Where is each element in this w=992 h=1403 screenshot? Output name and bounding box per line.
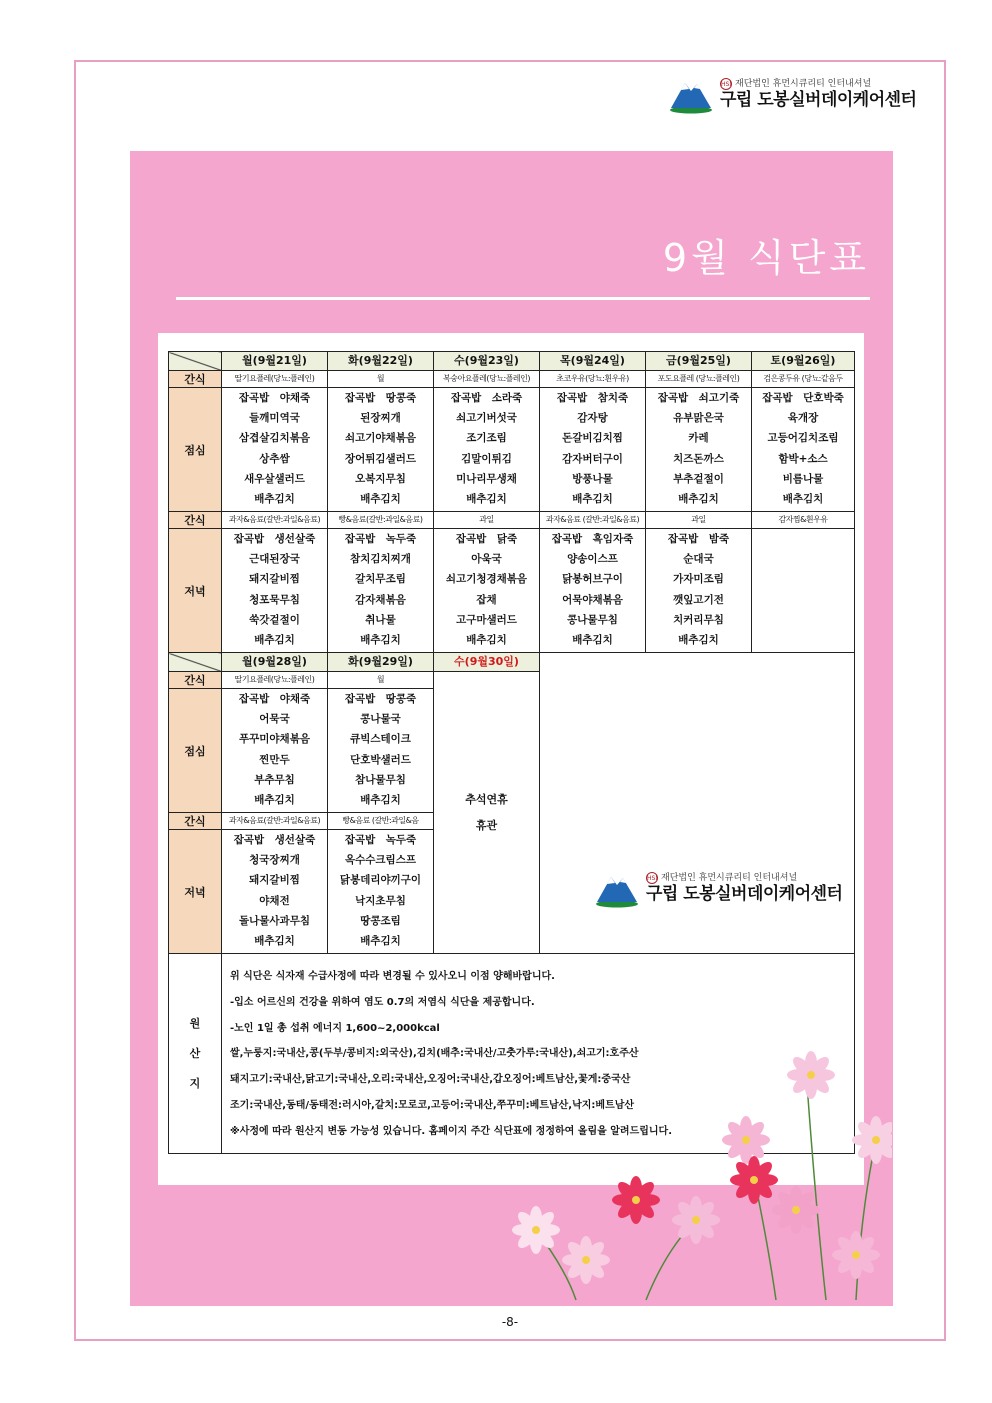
menu-line: 유부맑은국 bbox=[673, 412, 724, 425]
menu-line: 근대된장국 bbox=[249, 553, 300, 566]
menu-line: 함박+소스 bbox=[778, 452, 828, 465]
menu-line: 배추김치 bbox=[466, 493, 507, 506]
menu-line: 갈치무조림 bbox=[355, 573, 406, 586]
page-title: 9월 식단표 bbox=[662, 236, 870, 280]
day-header: 월(9월21일) bbox=[222, 352, 328, 371]
meal-cell bbox=[646, 388, 752, 512]
menu-line: 땅콩조림 bbox=[360, 914, 401, 927]
title-divider bbox=[176, 297, 870, 300]
menu-line: 잡곡밥 땅콩죽 bbox=[344, 693, 417, 705]
week1-dinner-row bbox=[169, 529, 855, 653]
org-logo-watermark bbox=[594, 868, 842, 908]
menu-line: 잡곡밥 녹두죽 bbox=[344, 834, 417, 846]
snack-cell: 딸기요플레(당뇨:플레인) bbox=[222, 371, 328, 388]
day-header: 토(9월26일) bbox=[752, 352, 855, 371]
snack-cell: 감자찜&흰우유 bbox=[752, 512, 855, 529]
menu-line: 어묵국 bbox=[259, 713, 290, 726]
menu-line: 쌀,누룽지:국내산,콩(두부/콩비지:외국산),김치(배추:국내산/고춧가루:국내산),쇠고기:호주산 bbox=[230, 1048, 639, 1060]
meal-cell bbox=[222, 689, 328, 813]
snack-cell: 과자&음료(갈반:과일&음료) bbox=[222, 512, 328, 529]
menu-line: 치즈돈까스 bbox=[673, 452, 724, 465]
menu-line: 가자미조림 bbox=[673, 573, 724, 586]
menu-line: 닭봉허브구이 bbox=[562, 573, 623, 586]
meal-cell bbox=[752, 388, 855, 512]
row-label-snack: 간식 bbox=[169, 371, 222, 388]
day-header: 목(9월24일) bbox=[540, 352, 646, 371]
menu-line: 조기:국내산,동태/동태전:러시아,갈치:모로코,고등어:국내산,쭈꾸미:베트남산,낙지:베트남산 bbox=[230, 1099, 635, 1111]
menu-line: 배추김치 bbox=[782, 493, 824, 506]
menu-line: 방풍나물 bbox=[572, 472, 613, 485]
row-label-origin bbox=[169, 954, 222, 1154]
snack-cell: 검은콩두유 (당뇨:같음두 bbox=[752, 371, 855, 388]
menu-line: 들깨미역국 bbox=[249, 412, 300, 425]
meal-cell bbox=[540, 529, 646, 653]
menu-line: 취나물 bbox=[365, 613, 396, 626]
snack-cell: 딸기요플레(당뇨:플레인) bbox=[222, 672, 328, 689]
menu-line: 된장찌개 bbox=[360, 412, 401, 425]
page-number: -8- bbox=[501, 1315, 519, 1329]
menu-line: 참나물무침 bbox=[355, 773, 406, 786]
menu-line: 옥수수크림스프 bbox=[344, 854, 416, 867]
meal-cell bbox=[540, 388, 646, 512]
menu-line: 잡곡밥 녹두죽 bbox=[344, 533, 417, 545]
snack-cell: 빵&음료(갈반:과일&음료) bbox=[328, 512, 434, 529]
menu-line: 상추쌈 bbox=[259, 452, 290, 465]
menu-line: 잡곡밥 야채죽 bbox=[238, 693, 311, 705]
menu-line: 쇠고기청경채볶음 bbox=[445, 573, 528, 586]
menu-line: 고구마샐러드 bbox=[456, 613, 517, 626]
row-label-lunch: 점심 bbox=[169, 689, 222, 813]
cosmos-flowers-decoration bbox=[496, 1030, 892, 1306]
meal-cell bbox=[434, 388, 540, 512]
menu-line: 참치김치찌개 bbox=[350, 553, 411, 566]
menu-line: 깻잎고기전 bbox=[673, 593, 724, 606]
empty-logo-area bbox=[540, 653, 855, 954]
day-header: 금(9월25일) bbox=[646, 352, 752, 371]
menu-line: 잡곡밥 쇠고기죽 bbox=[657, 392, 740, 404]
menu-line: 찐만두 bbox=[259, 753, 290, 766]
menu-line: 감자버터구이 bbox=[562, 452, 623, 465]
menu-line: 청포묵무침 bbox=[249, 593, 300, 606]
holiday-text: 휴관 bbox=[475, 818, 498, 832]
menu-line: 육개장 bbox=[787, 412, 819, 425]
row-label-snack: 간식 bbox=[169, 512, 222, 529]
meal-cell bbox=[328, 388, 434, 512]
row-label-lunch: 점심 bbox=[169, 388, 222, 512]
snack-cell: 과자&음료 (갈반:과일&음료) bbox=[540, 512, 646, 529]
menu-line: 배추김치 bbox=[466, 634, 507, 647]
org-subtitle: 재단법인 휴먼시큐리티 인터내셔널 bbox=[735, 78, 872, 89]
hsi-badge: HSI bbox=[646, 872, 658, 884]
week1-header-row bbox=[169, 352, 855, 371]
menu-line: 잡채 bbox=[476, 593, 497, 606]
menu-line: 양송이스프 bbox=[567, 553, 618, 566]
corner-diagonal bbox=[169, 653, 222, 672]
menu-line: 조기조림 bbox=[466, 432, 507, 445]
menu-line: 배추김치 bbox=[572, 493, 613, 506]
meal-cell bbox=[646, 529, 752, 653]
row-label-dinner: 저녁 bbox=[169, 830, 222, 954]
menu-line: 잡곡밥 흑임자죽 bbox=[551, 533, 634, 545]
mountain-logo-icon bbox=[668, 74, 714, 114]
menu-line: 새우살샐러드 bbox=[244, 472, 305, 485]
menu-line: 쑥갓겉절이 bbox=[249, 613, 300, 626]
menu-line: 잡곡밥 소라죽 bbox=[450, 392, 523, 404]
org-logo bbox=[668, 74, 916, 114]
menu-line: 잡곡밥 밤죽 bbox=[667, 533, 730, 545]
origin-label-char: 지 bbox=[189, 1076, 201, 1090]
menu-line: 잡곡밥 닭죽 bbox=[455, 533, 518, 545]
row-label-snack: 간식 bbox=[169, 672, 222, 689]
row-label-snack: 간식 bbox=[169, 813, 222, 830]
menu-line: 김말이튀김 bbox=[461, 452, 512, 465]
week2-header-row bbox=[169, 653, 855, 672]
org-subtitle: 재단법인 휴먼시큐리티 인터내셔널 bbox=[661, 872, 798, 883]
hsi-badge: HSI bbox=[720, 78, 732, 90]
snack-cell: 월 bbox=[328, 371, 434, 388]
menu-line: 돼지고기:국내산,닭고기:국내산,오리:국내산,오징어:국내산,갑오징어:베트남산,꽃게:중국산 bbox=[230, 1074, 631, 1086]
snack-cell: 과일 bbox=[646, 512, 752, 529]
menu-line: 푸꾸미야채볶음 bbox=[238, 733, 310, 746]
menu-line: 배추김치 bbox=[254, 493, 295, 506]
meal-cell bbox=[752, 529, 855, 653]
origin-label-char: 산 bbox=[189, 1046, 201, 1060]
meal-cell bbox=[328, 689, 434, 813]
menu-line: 고등어김치조림 bbox=[767, 432, 839, 445]
snack-cell: 과자&음료(갈반:과일&음료) bbox=[222, 813, 328, 830]
menu-line: 배추김치 bbox=[678, 493, 719, 506]
day-header: 수(9월23일) bbox=[434, 352, 540, 371]
menu-line: 배추김치 bbox=[360, 935, 401, 948]
org-name: 구립 도봉실버데이케어센터 bbox=[646, 884, 843, 904]
menu-line: 아욱국 bbox=[471, 553, 502, 566]
menu-line: 미나리무생채 bbox=[456, 472, 517, 485]
menu-line: 잡곡밥 생선살죽 bbox=[233, 533, 316, 545]
menu-line: -입소 어르신의 건강을 위하여 염도 0.7의 저염식 식단을 제공합니다. bbox=[230, 996, 535, 1008]
corner-diagonal bbox=[169, 352, 222, 371]
snack-cell: 과일 bbox=[434, 512, 540, 529]
week1-am-snack-row bbox=[169, 371, 855, 388]
menu-line: 배추김치 bbox=[678, 634, 719, 647]
meal-cell bbox=[328, 529, 434, 653]
menu-line: 감자탕 bbox=[577, 412, 608, 425]
menu-line: 순대국 bbox=[683, 553, 714, 566]
holiday-cell bbox=[434, 672, 540, 954]
week1-pm-snack-row bbox=[169, 512, 855, 529]
menu-line: 잡곡밥 단호박죽 bbox=[762, 392, 844, 404]
origin-label-char: 원 bbox=[189, 1016, 201, 1030]
origin-label bbox=[169, 1009, 221, 1099]
snack-cell: 초코우유(당뇨:흰우유) bbox=[540, 371, 646, 388]
holiday-text: 추석연휴 bbox=[465, 792, 508, 806]
menu-line: 콩나물국 bbox=[360, 713, 401, 726]
menu-line: 돈갈비김치찜 bbox=[562, 432, 623, 445]
menu-line: 돼지갈비찜 bbox=[249, 874, 300, 887]
meal-cell bbox=[434, 529, 540, 653]
holiday-day-header: 수(9월30일) bbox=[434, 653, 540, 672]
menu-line: ※사정에 따라 원산지 변동 가능성 있습니다. 홈페이지 주간 식단표에 정정하여 올림을 알려드립니다. bbox=[230, 1125, 673, 1137]
menu-line: 쇠고기버섯국 bbox=[456, 412, 517, 425]
menu-line: 낙지초무침 bbox=[355, 894, 406, 907]
row-label-dinner: 저녁 bbox=[169, 529, 222, 653]
week1-lunch-row bbox=[169, 388, 855, 512]
meal-cell bbox=[222, 830, 328, 954]
menu-line: -노인 1일 총 섭취 에너지 1,600~2,000kcal bbox=[230, 1022, 440, 1034]
menu-line: 비름나물 bbox=[782, 472, 824, 485]
menu-line: 감자채볶음 bbox=[355, 593, 406, 606]
mountain-logo-icon bbox=[594, 868, 640, 908]
menu-line: 돌나물사과무침 bbox=[238, 914, 310, 927]
snack-cell: 포도요플레 (당뇨:플레인) bbox=[646, 371, 752, 388]
org-name: 구립 도봉실버데이케어센터 bbox=[720, 90, 917, 110]
menu-line: 배추김치 bbox=[254, 935, 295, 948]
day-header: 화(9월22일) bbox=[328, 352, 434, 371]
menu-line: 오복지무침 bbox=[355, 472, 406, 485]
meal-cell bbox=[328, 830, 434, 954]
meal-cell bbox=[222, 388, 328, 512]
menu-line: 배추김치 bbox=[254, 794, 295, 807]
menu-line: 청국장찌개 bbox=[249, 854, 300, 867]
day-header: 월(9월28일) bbox=[222, 653, 328, 672]
menu-line: 잡곡밥 야채죽 bbox=[238, 392, 311, 404]
menu-line: 어묵야채볶음 bbox=[562, 593, 623, 606]
menu-line: 배추김치 bbox=[360, 794, 401, 807]
menu-line: 배추김치 bbox=[254, 634, 295, 647]
menu-line: 부추무침 bbox=[254, 773, 295, 786]
menu-line: 카레 bbox=[688, 432, 709, 445]
menu-line: 위 식단은 식자재 수급사정에 따라 변경될 수 있사오니 이점 양해바랍니다. bbox=[230, 971, 555, 982]
menu-line: 잡곡밥 땅콩죽 bbox=[344, 392, 417, 404]
menu-line: 장어튀김샐러드 bbox=[344, 452, 416, 465]
menu-line: 야채전 bbox=[259, 894, 290, 907]
menu-line: 큐빅스테이크 bbox=[350, 733, 411, 746]
day-header: 화(9월29일) bbox=[328, 653, 434, 672]
menu-line: 배추김치 bbox=[360, 634, 401, 647]
snack-cell: 월 bbox=[328, 672, 434, 689]
snack-cell: 복숭아요플레(당뇨:플레인) bbox=[434, 371, 540, 388]
menu-line: 잡곡밥 참치죽 bbox=[556, 392, 629, 404]
menu-line: 부추겉절이 bbox=[673, 472, 724, 485]
menu-line: 잡곡밥 생선살죽 bbox=[233, 834, 316, 846]
menu-line: 쇠고기야채볶음 bbox=[344, 432, 416, 445]
menu-line: 배추김치 bbox=[572, 634, 613, 647]
menu-line: 치커리무침 bbox=[673, 613, 724, 626]
meal-cell bbox=[222, 529, 328, 653]
menu-line: 단호박샐러드 bbox=[350, 753, 411, 766]
menu-line: 닭봉데리야끼구이 bbox=[339, 874, 422, 887]
snack-cell: 빵&음료 (갈반:과일&음 bbox=[328, 813, 434, 830]
menu-line: 삼겹살김치볶음 bbox=[238, 432, 310, 445]
menu-line: 돼지갈비찜 bbox=[249, 573, 300, 586]
menu-line: 배추김치 bbox=[360, 493, 401, 506]
menu-line: 콩나물무침 bbox=[567, 613, 618, 626]
